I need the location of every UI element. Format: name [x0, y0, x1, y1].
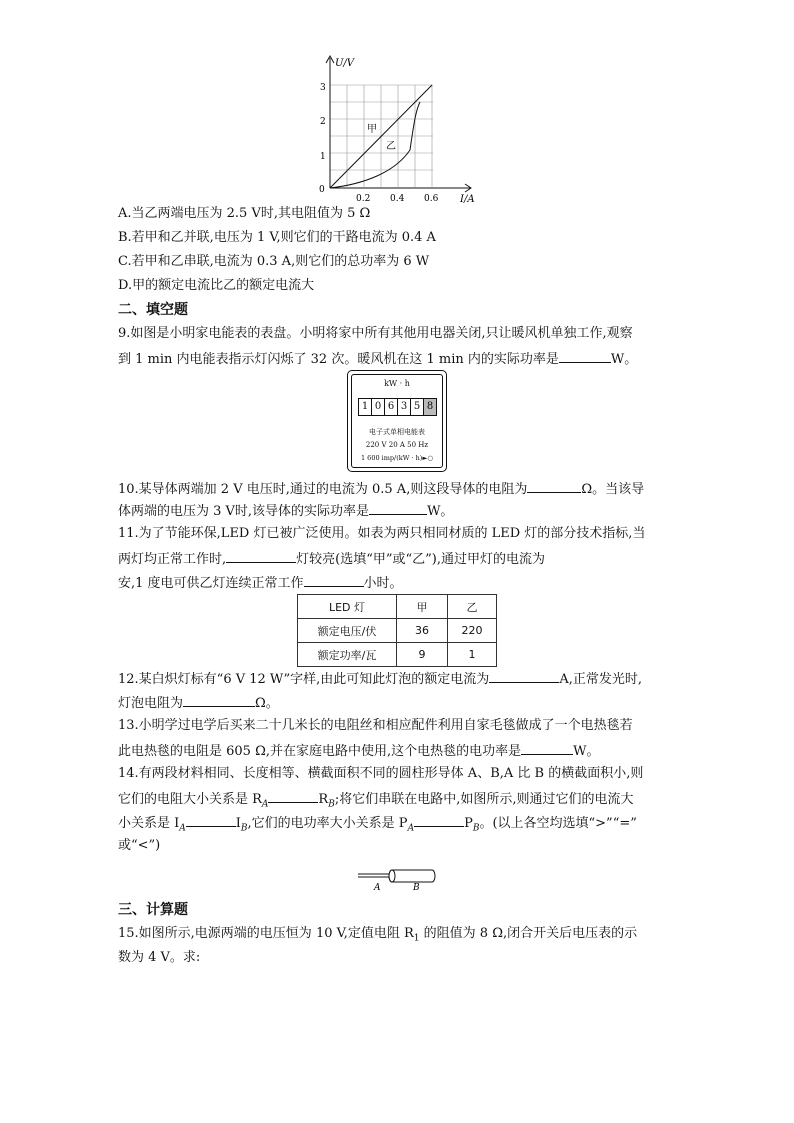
table-row [298, 643, 497, 667]
x-tick-02: 0.2 [356, 194, 371, 204]
q12-text-2: A,正常发光时, [559, 672, 642, 687]
q14-line3 [118, 812, 637, 839]
electric-meter [347, 370, 447, 472]
led-spec-table [297, 594, 497, 667]
option-a: A.当乙两端电压为 2.5 V时,其电阻值为 5 Ω [118, 206, 371, 221]
q11-text-2: 灯较亮(选填“甲”或“乙”),通过甲灯的电流为 [296, 552, 546, 567]
q13-blank-power[interactable] [521, 740, 573, 755]
conductor-label-b: B [413, 883, 420, 892]
section-calc-title: 三、计算题 [118, 902, 188, 918]
y-tick-2: 2 [320, 117, 326, 127]
subscript-b: B [472, 823, 480, 834]
subscript-a: A [407, 823, 415, 834]
q11-text-4: 小时。 [363, 576, 403, 591]
subscript-a: A [261, 799, 269, 810]
meter-digit: 0 [372, 399, 385, 415]
table-cell: 36 [397, 619, 448, 643]
q11-line2 [118, 548, 545, 570]
curve-yi-label: 乙 [386, 141, 396, 152]
table-cell: 1 [448, 643, 497, 667]
meter-digit-last: 8 [424, 399, 436, 415]
q14-blank-resistance[interactable] [268, 788, 318, 803]
meter-spec: 220 V 20 A 50 Hz [365, 441, 429, 449]
q10-line2 [118, 500, 453, 522]
y-tick-1: 1 [320, 152, 326, 162]
table-cell: 额定电压/伏 [298, 619, 397, 643]
q15-line1 [118, 924, 637, 949]
option-d: D.甲的额定电流比乙的额定电流大 [118, 278, 315, 293]
option-b: B.若甲和乙并联,电压为 1 V,则它们的干路电流为 0.4 A [118, 230, 436, 245]
q11-blank-brighter[interactable] [226, 548, 296, 563]
table-cell: 额定功率/瓦 [298, 643, 397, 667]
meter-imp: 1 600 imp/(kW · h)►○ [360, 454, 433, 462]
section-fill-in-title: 二、填空题 [118, 302, 188, 318]
q9-line2 [118, 348, 637, 370]
q13-line1: 13.小明学过电学后买来二十几米长的电阻丝和相应配件利用自家毛毯做成了一个电热毯若 [118, 718, 633, 733]
q9-unit: W。 [610, 352, 638, 367]
q10-text-3: 体两端的电压为 3 V时,该导体的实际功率是 [118, 504, 370, 519]
y-tick-3: 3 [320, 83, 326, 93]
q15-text-2: 的阻值为 8 Ω,闭合开关后电压表的示 [419, 926, 638, 941]
q9-line1: 9.如图是小明家电能表的表盘。小明将家中所有其他用电器关闭,只让暖风机单独工作,观察 [118, 326, 633, 341]
u-i-graph [310, 52, 480, 207]
q15-line2: 数为 4 V。求: [118, 950, 201, 965]
curve-jia-label: 甲 [367, 124, 377, 135]
curve-yi-line [330, 102, 420, 188]
y-axis-label: U/V [335, 58, 355, 69]
x-tick-04: 0.4 [390, 194, 405, 204]
q14-blank-power[interactable] [414, 812, 464, 827]
meter-unit: kW · h [384, 379, 410, 388]
q11-blank-hours[interactable] [304, 572, 364, 587]
x-tick-06: 0.6 [424, 194, 439, 204]
q10-line1 [118, 478, 644, 500]
option-c: C.若甲和乙串联,电流为 0.3 A,则它们的总功率为 6 W [118, 254, 430, 269]
q11-line3 [118, 572, 403, 594]
q14-line1: 14.有两段材料相同、长度相等、横截面积不同的圆柱形导体 A、B,A 比 B 的横截面积小,则 [118, 766, 644, 781]
subscript-1: 1 [413, 933, 420, 944]
q12-blank-resistance[interactable] [183, 692, 255, 707]
table-header-cell: 乙 [448, 595, 497, 619]
q13-text: 此电热毯的电阻是 605 Ω,并在家庭电路中使用,这个电热毯的电功率是 [118, 744, 522, 759]
meter-digit: 6 [385, 399, 398, 415]
subscript-a: A [179, 823, 186, 834]
q12-line2 [118, 692, 279, 714]
q12-text: 12.某白炽灯标有“6 V 12 W”字样,由此可知此灯泡的额定电流为 [118, 672, 490, 687]
q14-line4: 或“<”) [118, 838, 161, 853]
table-header-cell: LED 灯 [298, 595, 397, 619]
q10-text-2: Ω。当该导 [581, 482, 645, 497]
q9-text: 到 1 min 内电能表指示灯闪烁了 32 次。暖风机在这 1 min 内的实际功率是 [118, 352, 559, 367]
meter-digit: 3 [398, 399, 411, 415]
meter-name: 电子式单相电能表 [369, 428, 425, 436]
table-row [298, 619, 497, 643]
q14-text-3: 小关系是 I [118, 816, 180, 831]
q13-line2 [118, 740, 600, 762]
q9-answer-blank[interactable] [559, 348, 611, 363]
q14-text-r: R [318, 792, 329, 807]
q10-unit: W。 [427, 504, 454, 519]
subscript-b: B [240, 823, 248, 834]
q12-blank-current[interactable] [489, 668, 559, 683]
table-header-row [298, 595, 497, 619]
q14-text-4: ,它们的电功率大小关系是 P [247, 816, 408, 831]
q12-text-3: 灯泡电阻为 [118, 696, 184, 711]
q11-text: 两灯均正常工作时, [118, 552, 227, 567]
q12-line1 [118, 668, 642, 690]
q14-text-2: ;将它们串联在电路中,如图所示,则通过它们的电流大 [334, 792, 634, 807]
q14-text-p: P [464, 816, 473, 831]
q10-text: 10.某导体两端加 2 V 电压时,通过的电流为 0.5 A,则这段导体的电阻为 [118, 482, 528, 497]
meter-digits [358, 398, 437, 416]
q14-text-i: I [235, 816, 241, 831]
x-axis-label: I/A [460, 194, 475, 205]
q11-text-3: 安,1 度电可供乙灯连续正常工作 [118, 576, 304, 591]
conductor-label-a: A [374, 883, 381, 892]
table-cell: 9 [397, 643, 448, 667]
q10-blank-resistance[interactable] [527, 478, 581, 493]
q14-blank-current[interactable] [186, 812, 236, 827]
q14-line2 [118, 788, 634, 815]
table-header-cell: 甲 [397, 595, 448, 619]
q12-unit: Ω。 [255, 696, 279, 711]
meter-digit: 5 [411, 399, 424, 415]
q15-text: 15.如图所示,电源两端的电压恒为 10 V,定值电阻 R [118, 926, 414, 941]
conductor-diagram [358, 862, 440, 892]
origin-label: 0 [319, 185, 325, 195]
table-cell: 220 [448, 619, 497, 643]
q14-text-5: 。(以上各空均选填“>”“=” [479, 816, 637, 831]
meter-digit: 1 [359, 399, 372, 415]
q14-text: 它们的电阻大小关系是 R [118, 792, 262, 807]
q11-line1: 11.为了节能环保,LED 灯已被广泛使用。如表为两只相同材质的 LED 灯的部分技术指标,当 [118, 526, 646, 541]
q13-unit: W。 [573, 744, 600, 759]
subscript-b: B [328, 799, 335, 810]
q10-blank-power[interactable] [369, 500, 427, 515]
